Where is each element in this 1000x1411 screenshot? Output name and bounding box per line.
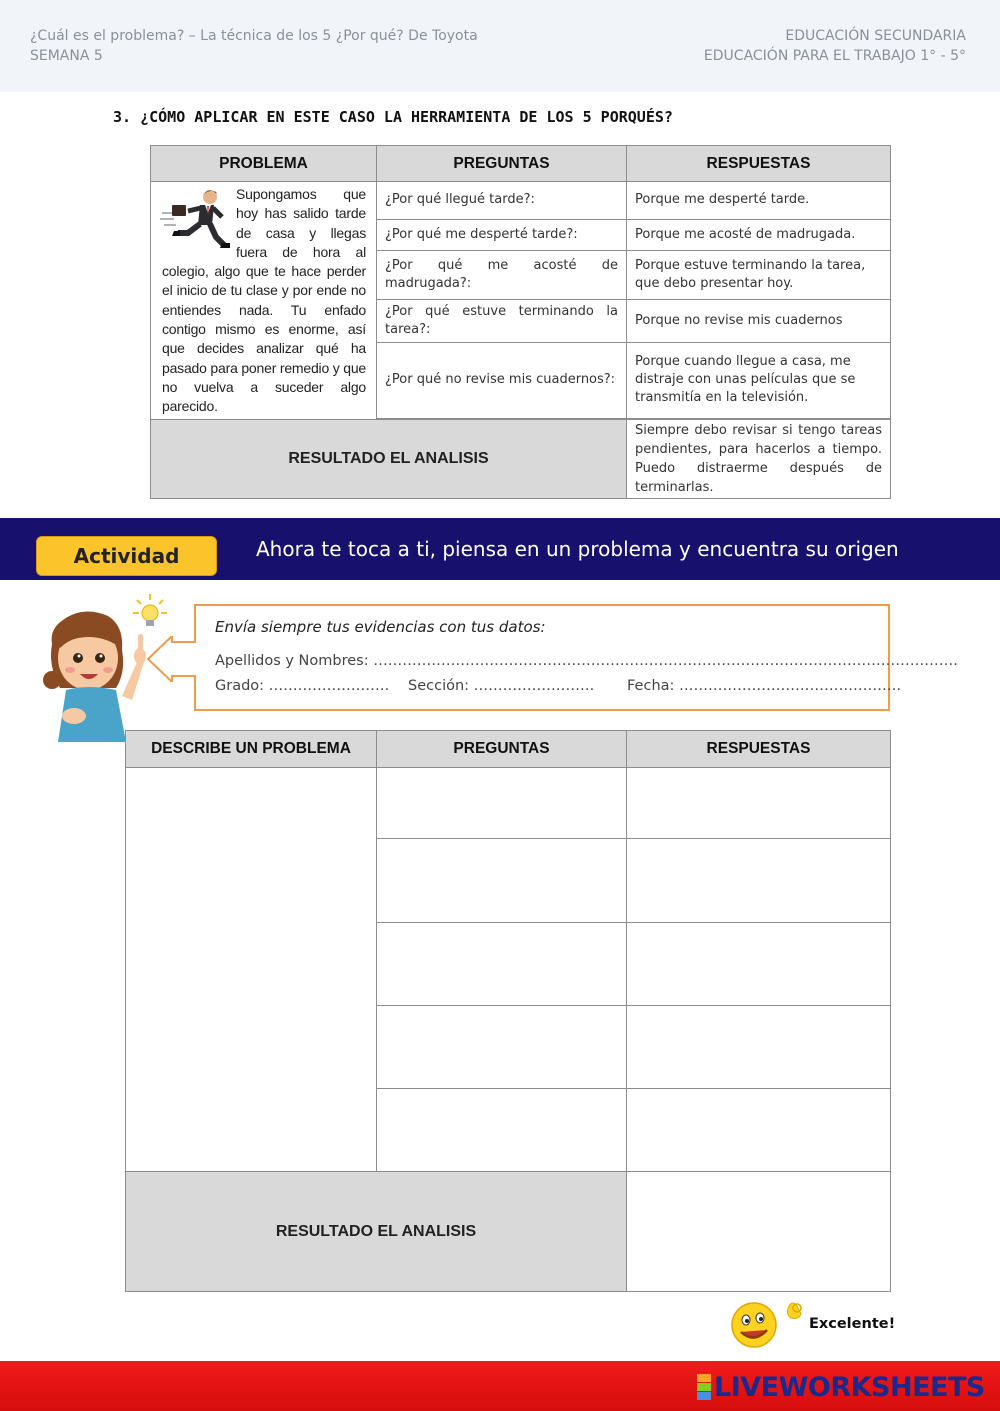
names-field[interactable]: Apellidos y Nombres: …………………………………………………………………………………………………………. [215, 653, 958, 669]
speech-pointer-icon [146, 636, 198, 682]
header-problem: PROBLEMA [151, 146, 377, 182]
evidence-box [194, 604, 958, 711]
student-five-whys-table [125, 730, 891, 1292]
question-input-4[interactable] [377, 1006, 627, 1089]
section-title: 3. ¿CÓMO APLICAR EN ESTE CASO LA HERRAMIENTA DE LOS 5 PORQUÉS? [113, 108, 673, 126]
header-answers: RESPUESTAS [627, 146, 891, 182]
page-header [0, 0, 1000, 92]
result-label: RESULTADO EL ANALISIS [151, 419, 627, 498]
answer-input-1[interactable] [627, 768, 891, 839]
question-input-1[interactable] [377, 768, 627, 839]
answer-input-4[interactable] [627, 1006, 891, 1089]
question-input-5[interactable] [377, 1089, 627, 1172]
header-questions: PREGUNTAS [377, 731, 627, 768]
evidence-title: Envía siempre tus evidencias con tus datos: [215, 618, 546, 636]
answer-3: Porque estuve terminando la tarea, que debo presentar hoy. [627, 251, 891, 300]
activity-badge: Actividad [36, 536, 217, 576]
question-input-2[interactable] [377, 839, 627, 923]
header-level: EDUCACIÓN SECUNDARIA [785, 28, 966, 44]
liveworksheets-brand[interactable]: LIVEWORKSHEETS [714, 1372, 985, 1403]
problem-input-cell[interactable] [126, 768, 377, 1172]
question-3: ¿Por qué me acosté de madrugada?: [377, 251, 627, 300]
lightbulb-icon [133, 594, 167, 626]
question-4: ¿Por qué estuve terminando la tarea?: [377, 300, 627, 343]
result-text: Siempre debo revisar si tengo tareas pendientes, para hacerlos a tiempo. Puedo distraerme después de terminarlas. [627, 419, 891, 498]
date-field[interactable]: Fecha: ………………………………………. [627, 678, 902, 694]
header-describe-problem: DESCRIBE UN PROBLEMA [126, 731, 377, 768]
header-questions: PREGUNTAS [377, 146, 627, 182]
grade-field[interactable]: Grado: ……………………. [215, 678, 390, 694]
problem-description [151, 182, 377, 420]
answer-5: Porque cuando llegue a casa, me distraje con unas películas que se transmitía en la televisión. [627, 343, 891, 418]
example-five-whys-table [150, 145, 891, 499]
answer-input-2[interactable] [627, 839, 891, 923]
section-field[interactable]: Sección: ……………………. [408, 678, 595, 694]
problem-text: Supongamos que hoy has salido tarde de casa y llegas fuera de hora al colegio, algo que te hace perder el inicio de tu clase y por ende no entiendes nada. Tu enfado contigo mismo es enorme, así que decides analizar qué ha pasado para poner remedio y que no vuelva a suceder algo parecido. [162, 186, 366, 415]
header-week: SEMANA 5 [30, 48, 103, 64]
answer-1: Porque me desperté tarde. [627, 182, 891, 220]
running-businessman-icon [160, 187, 232, 249]
result-label: RESULTADO EL ANALISIS [126, 1172, 627, 1292]
answer-input-3[interactable] [627, 923, 891, 1006]
question-1: ¿Por qué llegué tarde?: [377, 182, 627, 220]
question-input-3[interactable] [377, 923, 627, 1006]
answer-4: Porque no revise mis cuadernos [627, 300, 891, 343]
question-5: ¿Por qué no revise mis cuadernos?: [377, 343, 627, 418]
excelente-label: Excelente! [809, 1316, 896, 1332]
answer-input-5[interactable] [627, 1089, 891, 1172]
liveworksheets-logo-icon [697, 1374, 711, 1400]
activity-instruction: Ahora te toca a ti, piensa en un problema y encuentra su origen [256, 537, 899, 561]
result-input-cell[interactable] [627, 1172, 891, 1292]
question-2: ¿Por qué me desperté tarde?: [377, 219, 627, 251]
header-course: EDUCACIÓN PARA EL TRABAJO 1° - 5° [703, 48, 966, 64]
header-topic: ¿Cuál es el problema? – La técnica de los 5 ¿Por qué? De Toyota [30, 28, 478, 44]
header-answers: RESPUESTAS [627, 731, 891, 768]
smiley-thumbs-icon [727, 1300, 809, 1350]
answer-2: Porque me acosté de madrugada. [627, 219, 891, 251]
